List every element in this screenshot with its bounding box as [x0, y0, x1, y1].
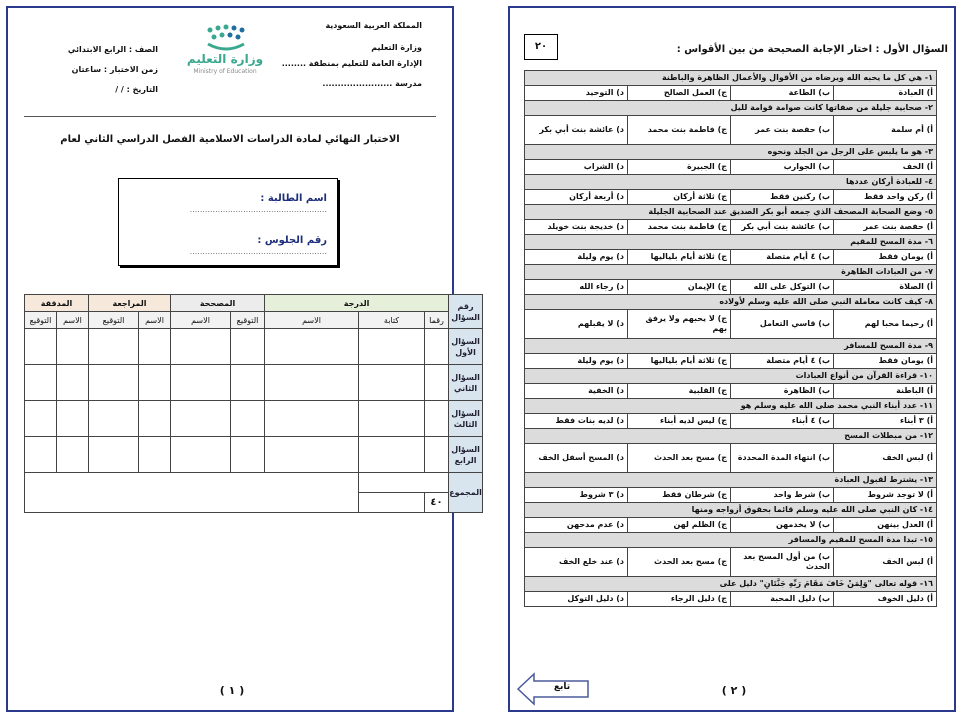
question-row: [525, 71, 937, 86]
row-label: السؤال الثالث: [449, 401, 483, 437]
header-right: [272, 18, 422, 92]
grade-cell[interactable]: [25, 329, 57, 365]
questions-table: [524, 70, 937, 607]
answer-option[interactable]: ج) العمل الصالح: [628, 86, 731, 101]
seat-number-row[interactable]: [127, 235, 327, 257]
answer-option[interactable]: ج) دليل الرجاء: [628, 592, 731, 607]
answer-option[interactable]: ب) لا يخدمهن: [731, 518, 834, 533]
options-row: [525, 190, 937, 205]
options-row: [525, 518, 937, 533]
grade-cell[interactable]: [425, 365, 449, 401]
grade-cell[interactable]: [425, 437, 449, 473]
answer-option[interactable]: أ) لبس الخف: [834, 444, 937, 473]
answer-option[interactable]: ب) من أول المسح بعد الحدث: [731, 548, 834, 577]
grade-cell[interactable]: [57, 401, 89, 437]
answer-option[interactable]: أ) أم سلمة: [834, 116, 937, 145]
answer-option[interactable]: ج) شرطان فقط: [628, 488, 731, 503]
answer-option[interactable]: ب) قاسي التعامل: [731, 310, 834, 339]
question-row: [525, 399, 937, 414]
student-info-box: [118, 178, 338, 266]
grade-cell[interactable]: [25, 365, 57, 401]
answer-option[interactable]: ج) ليس لديه أبناء: [628, 414, 731, 429]
answer-option[interactable]: ج) ثلاثة أيام بلياليها: [628, 354, 731, 369]
answer-option[interactable]: أ) يومان فقط: [834, 250, 937, 265]
options-row: [525, 310, 937, 339]
answer-option[interactable]: أ) رحيما محبا لهم: [834, 310, 937, 339]
question-row: [525, 577, 937, 592]
answer-option[interactable]: ج) لا يحبهم ولا يرفق بهم: [628, 310, 731, 339]
question-row: [525, 503, 937, 518]
answer-option[interactable]: ج) الإيمان: [628, 280, 731, 295]
question-row: [525, 101, 937, 116]
row-label: السؤال الأول: [449, 329, 483, 365]
answer-option[interactable]: أ) دليل الخوف: [834, 592, 937, 607]
answer-option[interactable]: ج) الظلم لهن: [628, 518, 731, 533]
answer-option[interactable]: د) دليل التوكل: [525, 592, 628, 607]
grade-cell[interactable]: [359, 437, 425, 473]
grade-cell[interactable]: [57, 437, 89, 473]
total-score-cell[interactable]: [359, 493, 425, 513]
question-text: ١٤- كان النبي صلى الله عليه وسلم قائما بحقوق أزواجه ومنها: [525, 503, 937, 518]
answer-option[interactable]: أ) الصلاة: [834, 280, 937, 295]
options-row: [525, 384, 937, 399]
sub-header: التوقيع: [231, 312, 265, 329]
answer-option[interactable]: ج) مسح بعد الحدث: [628, 548, 731, 577]
answer-option[interactable]: ج) الجبيرة: [628, 160, 731, 175]
question-row: [525, 533, 937, 548]
row-label: السؤال الثاني: [449, 365, 483, 401]
grade-cell[interactable]: [89, 437, 139, 473]
sub-header: الاسم: [57, 312, 89, 329]
seat-number-label: رقم الجلوس :: [257, 235, 327, 246]
grade-cell[interactable]: [265, 329, 359, 365]
options-row: [525, 250, 937, 265]
answer-option[interactable]: ج) فاطمة بنت محمد: [628, 116, 731, 145]
answer-option[interactable]: أ) ركن واحد فقط: [834, 190, 937, 205]
question-row: [525, 145, 937, 160]
total-blank: [25, 473, 359, 513]
score-box: ٢٠: [524, 34, 558, 60]
question-text: ٥- وضع الصحابة المصحف الذي جمعه أبو بكر الصديق عند الصحابية الجليلة: [525, 205, 937, 220]
answer-option[interactable]: ج) ثلاثة أيام بلياليها: [628, 250, 731, 265]
answer-option[interactable]: ج) القلبية: [628, 384, 731, 399]
answer-option[interactable]: أ) العدل بينهن: [834, 518, 937, 533]
answer-option[interactable]: أ) ٣ أبناء: [834, 414, 937, 429]
answer-option[interactable]: د) يوم وليلة: [525, 354, 628, 369]
grade-cell[interactable]: [139, 401, 171, 437]
question-title: السؤال الأول : اختار الإجابة الصحيحة من بين الأقواس :: [676, 44, 948, 55]
question-row: [525, 429, 937, 444]
question-text: ١٥- تبدا مدة المسح للمقيم والمسافر: [525, 533, 937, 548]
group-corrector: المصححة: [171, 295, 265, 312]
question-row: [525, 295, 937, 310]
question-text: ١٢- من مبطلات المسح: [525, 429, 937, 444]
question-row: [525, 205, 937, 220]
sub-header: التوقيع: [25, 312, 57, 329]
group-reviewer: المراجعة: [89, 295, 171, 312]
header-line: الإدارة العامة للتعليم بمنطقة ........: [281, 59, 422, 68]
grade-cell[interactable]: [171, 401, 231, 437]
grade-cell[interactable]: [25, 401, 57, 437]
next-label: تابع: [553, 682, 571, 692]
grade-cell[interactable]: [265, 437, 359, 473]
page-one: [6, 6, 482, 712]
answer-option[interactable]: ب) ركنين فقط: [731, 190, 834, 205]
answer-option[interactable]: د) التوحيد: [525, 86, 628, 101]
options-row: [525, 280, 937, 295]
sub-header: رقما: [425, 312, 449, 329]
answer-option[interactable]: ج) ثلاثة أركان: [628, 190, 731, 205]
question-text: ٢- صحابية جليلة من صفاتها كانت صوامة قوامة لليل: [525, 101, 937, 116]
options-row: [525, 548, 937, 577]
grade-cell[interactable]: [359, 401, 425, 437]
answer-option[interactable]: د) عند خلع الخف: [525, 548, 628, 577]
question-row: [525, 369, 937, 384]
question-text: ١٠- قراءة القرآن من أنواع العبادات: [525, 369, 937, 384]
total-value: ٤٠: [425, 493, 449, 513]
grade-cell[interactable]: [231, 437, 265, 473]
logo-text-ar: وزارة التعليم: [186, 52, 264, 66]
answer-option[interactable]: د) رجاء الله: [525, 280, 628, 295]
grade-cell[interactable]: [265, 365, 359, 401]
exam-title: الاختبار النهائي لمادة الدراسات الاسلامية الفصل الدراسي الثاني لعام: [60, 134, 400, 145]
answer-option[interactable]: أ) حفصة بنت عمر: [834, 220, 937, 235]
grade-cell[interactable]: [89, 401, 139, 437]
duration-label: زمن الاختبار : ساعتان: [71, 65, 158, 74]
answer-option[interactable]: د) لديه بنات فقط: [525, 414, 628, 429]
answer-option[interactable]: د) الشراب: [525, 160, 628, 175]
grade-cell[interactable]: [231, 329, 265, 365]
answer-option[interactable]: ب) الظاهرة: [731, 384, 834, 399]
options-row: [525, 116, 937, 145]
answer-option[interactable]: ب) شرط واحد: [731, 488, 834, 503]
question-text: ٤- للعبادة أركان عددها: [525, 175, 937, 190]
page-number: ( ١ ): [219, 684, 245, 697]
answer-option[interactable]: د) عدم مدحهن: [525, 518, 628, 533]
grade-cell[interactable]: [57, 365, 89, 401]
grade-cell[interactable]: [231, 365, 265, 401]
seat-number-field[interactable]: ......................................................: [189, 247, 327, 256]
grade-cell[interactable]: [171, 437, 231, 473]
answer-option[interactable]: أ) لبس الخف: [834, 548, 937, 577]
grade-cell[interactable]: [359, 365, 425, 401]
options-row: [525, 160, 937, 175]
question-number-header: رقم السؤال: [449, 295, 483, 329]
answer-option[interactable]: ب) انتهاء المدة المحددة: [731, 444, 834, 473]
header-line: مدرسة .......................: [322, 79, 422, 88]
answer-option[interactable]: ب) التوكل على الله: [731, 280, 834, 295]
student-name-row[interactable]: [127, 193, 327, 215]
date-label: التاريخ : / /: [115, 85, 158, 94]
options-row: [525, 488, 937, 503]
header-line: المملكة العربية السعودية: [325, 21, 422, 30]
grade-cell[interactable]: [171, 365, 231, 401]
options-row: [525, 354, 937, 369]
divider: [24, 116, 436, 117]
logo-text-en: Ministry of Education: [193, 68, 257, 75]
question-row: [525, 339, 937, 354]
sub-header: الاسم: [171, 312, 231, 329]
group-auditor: المدققة: [25, 295, 89, 312]
question-text: ١٦- قوله تعالى "وَلِمَنْ خَافَ مَقَامَ رَبِّهِ جَنَّتَانِ" دليل على: [525, 577, 937, 592]
answer-option[interactable]: أ) العبادة: [834, 86, 937, 101]
group-grade: الدرجة: [265, 295, 449, 312]
answer-option[interactable]: د) لا يقبلهم: [525, 310, 628, 339]
answer-option[interactable]: د) الخفية: [525, 384, 628, 399]
total-blank-top: [359, 473, 449, 493]
page-two: [508, 6, 956, 712]
question-text: ٦- مدة المسح للمقيم: [525, 235, 937, 250]
student-name-label: اسم الطالبة :: [260, 193, 327, 204]
question-text: ١- هي كل ما يحبه الله ويرضاه من الأقوال والأعمال الظاهرة والباطنة: [525, 71, 937, 86]
answer-option[interactable]: ب) الجوارب: [731, 160, 834, 175]
question-text: ١٣- يشترط لقبول العبادة: [525, 473, 937, 488]
grade-cell[interactable]: [89, 365, 139, 401]
grade-cell[interactable]: [231, 401, 265, 437]
options-row: [525, 86, 937, 101]
answer-option[interactable]: أ) الخف: [834, 160, 937, 175]
grading-table: [24, 294, 483, 513]
answer-option[interactable]: ب) حفصة بنت عمر: [731, 116, 834, 145]
options-row: [525, 220, 937, 235]
answer-option[interactable]: د) عائشة بنت أبي بكر: [525, 116, 628, 145]
question-text: ٧- من العبادات الظاهرة: [525, 265, 937, 280]
answer-option[interactable]: ب) ٤ أيام متصلة: [731, 354, 834, 369]
answer-option[interactable]: د) المسح أسفل الخف: [525, 444, 628, 473]
grade-cell[interactable]: [425, 329, 449, 365]
options-row: [525, 414, 937, 429]
question-text: ٣- هو ما يلبس على الرجل من الجلد ونحوه: [525, 145, 937, 160]
header-line: وزارة التعليم: [371, 43, 422, 52]
grade-cell[interactable]: [265, 401, 359, 437]
answer-option[interactable]: ب) ٤ أبناء: [731, 414, 834, 429]
options-row: [525, 592, 937, 607]
answer-option[interactable]: د) ٣ شروط: [525, 488, 628, 503]
answer-option[interactable]: ب) دليل المحبة: [731, 592, 834, 607]
grade-cell[interactable]: [139, 365, 171, 401]
answer-option[interactable]: ج) مسح بعد الحدث: [628, 444, 731, 473]
page-number: ( ٢ ): [721, 684, 747, 697]
answer-option[interactable]: د) خديجة بنت خويلد: [525, 220, 628, 235]
grade-cell[interactable]: [57, 329, 89, 365]
total-label: المجموع: [449, 473, 483, 513]
next-arrow-button[interactable]: [516, 672, 590, 706]
answer-option[interactable]: د) أربعة أركان: [525, 190, 628, 205]
question-row: [525, 473, 937, 488]
question-row: [525, 265, 937, 280]
grade-cell[interactable]: [139, 329, 171, 365]
header-left: [48, 40, 158, 100]
question-row: [525, 175, 937, 190]
grade-cell[interactable]: [359, 329, 425, 365]
answer-option[interactable]: ج) فاطمة بنت محمد: [628, 220, 731, 235]
grade-cell[interactable]: [89, 329, 139, 365]
question-text: ١١- عدد أبناء النبي محمد صلى الله عليه وسلم هو: [525, 399, 937, 414]
grade-cell[interactable]: [171, 329, 231, 365]
sub-header: الاسم: [139, 312, 171, 329]
sub-header: التوقيع: [89, 312, 139, 329]
answer-option[interactable]: ب) عائشة بنت أبي بكر: [731, 220, 834, 235]
answer-option[interactable]: ب) الطاعة: [731, 86, 834, 101]
answer-option[interactable]: د) يوم وليلة: [525, 250, 628, 265]
sub-header: كتابة: [359, 312, 425, 329]
row-label: السؤال الرابع: [449, 437, 483, 473]
grade-cell[interactable]: [139, 437, 171, 473]
grade-label: الصف : الرابع الابتدائي: [67, 45, 158, 54]
options-row: [525, 444, 937, 473]
answer-option[interactable]: ب) ٤ أيام متصلة: [731, 250, 834, 265]
answer-option[interactable]: أ) الباطنة: [834, 384, 937, 399]
student-name-field[interactable]: ......................................................: [189, 205, 327, 214]
question-text: ٩- مدة المسح للمسافر: [525, 339, 937, 354]
grade-cell[interactable]: [425, 401, 449, 437]
question-text: ٨- كيف كانت معاملة النبي صلى الله عليه وسلم لأولاده: [525, 295, 937, 310]
question-row: [525, 235, 937, 250]
answer-option[interactable]: أ) لا توجد شروط: [834, 488, 937, 503]
answer-option[interactable]: أ) يومان فقط: [834, 354, 937, 369]
grade-cell[interactable]: [25, 437, 57, 473]
sub-header: الاسم: [265, 312, 359, 329]
